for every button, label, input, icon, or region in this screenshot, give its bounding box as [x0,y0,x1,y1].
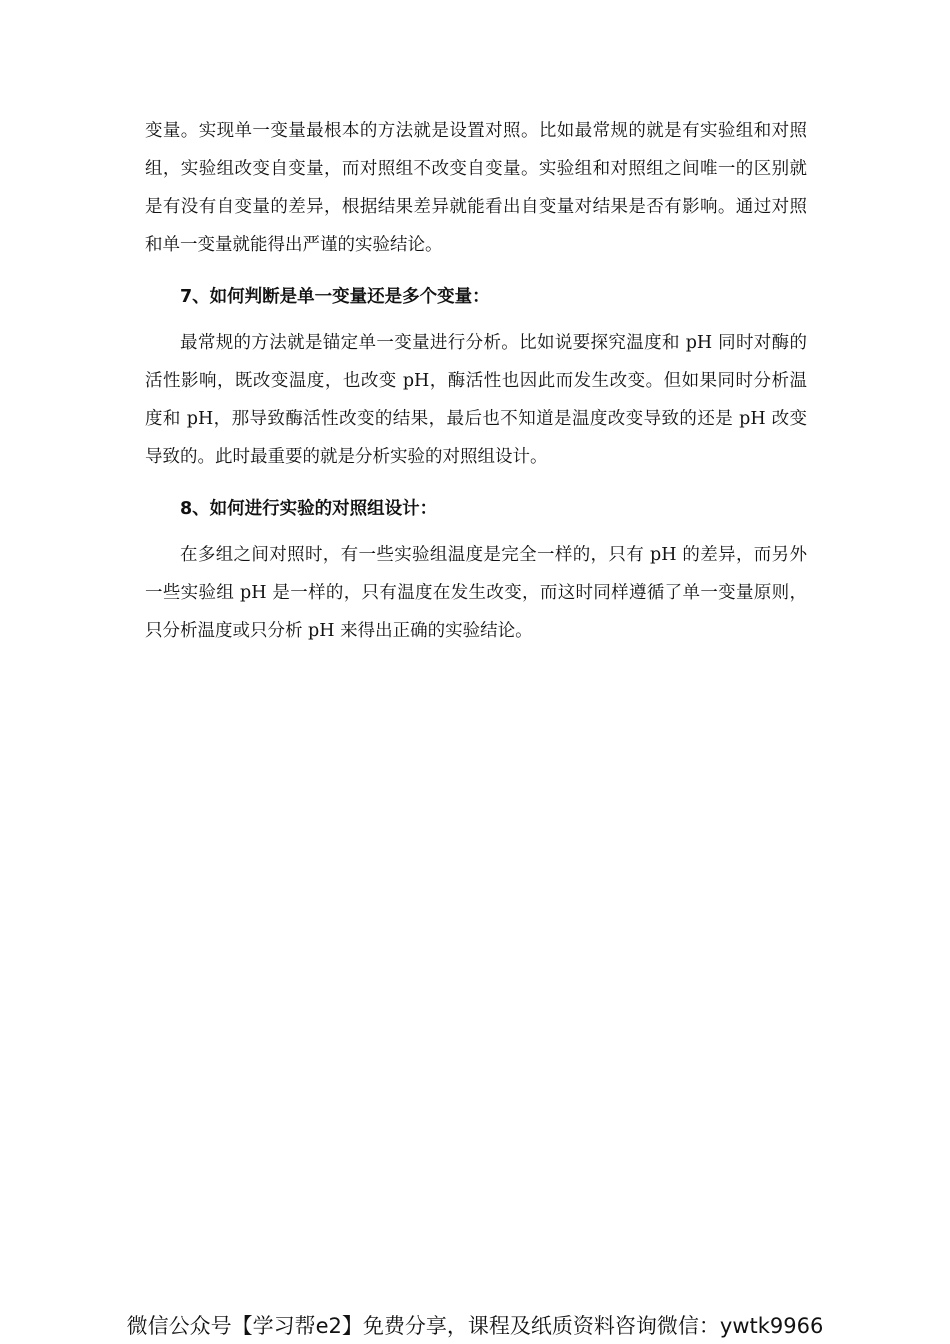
document-body [145,112,807,650]
paragraph-multi-group-control: 在多组之间对照时，有一些实验组温度是完全一样的，只有 pH 的差异，而另外一些实验组 pH 是一样的，只有温度在发生改变，而这时同样遵循了单一变量原则，只分析温度或只分析 pH 来得出正确的实验结论。 [145,545,807,641]
page-footer-watermark: 微信公众号【学习帮e2】免费分享，课程及纸质资料咨询微信：ywtk9966 [126,1314,824,1338]
paragraph-anchor-single-variable: 最常规的方法就是锚定单一变量进行分析。比如说要探究温度和 pH 同时对酶的活性影响，既改变温度，也改变 pH，酶活性也因此而发生改变。但如果同时分析温度和 pH，那导致酶活性改变的结果，最后也不知道是温度改变导致的还是 pH 改变导致的。此时最重要的就是分析实验的对照组设计。 [145,333,807,467]
heading-8-control-group-design: 8、如何进行实验的对照组设计： [180,499,438,519]
heading-7-single-vs-multiple-variables: 7、如何判断是单一变量还是多个变量： [180,287,490,307]
paragraph-variable-control: 变量。实现单一变量最根本的方法就是设置对照。比如最常规的就是有实验组和对照组，实验组改变自变量，而对照组不改变自变量。实验组和对照组之间唯一的区别就是有没有自变量的差异，根据结果差异就能看出自变量对结果是否有影响。通过对照和单一变量就能得出严谨的实验结论。 [145,121,807,255]
